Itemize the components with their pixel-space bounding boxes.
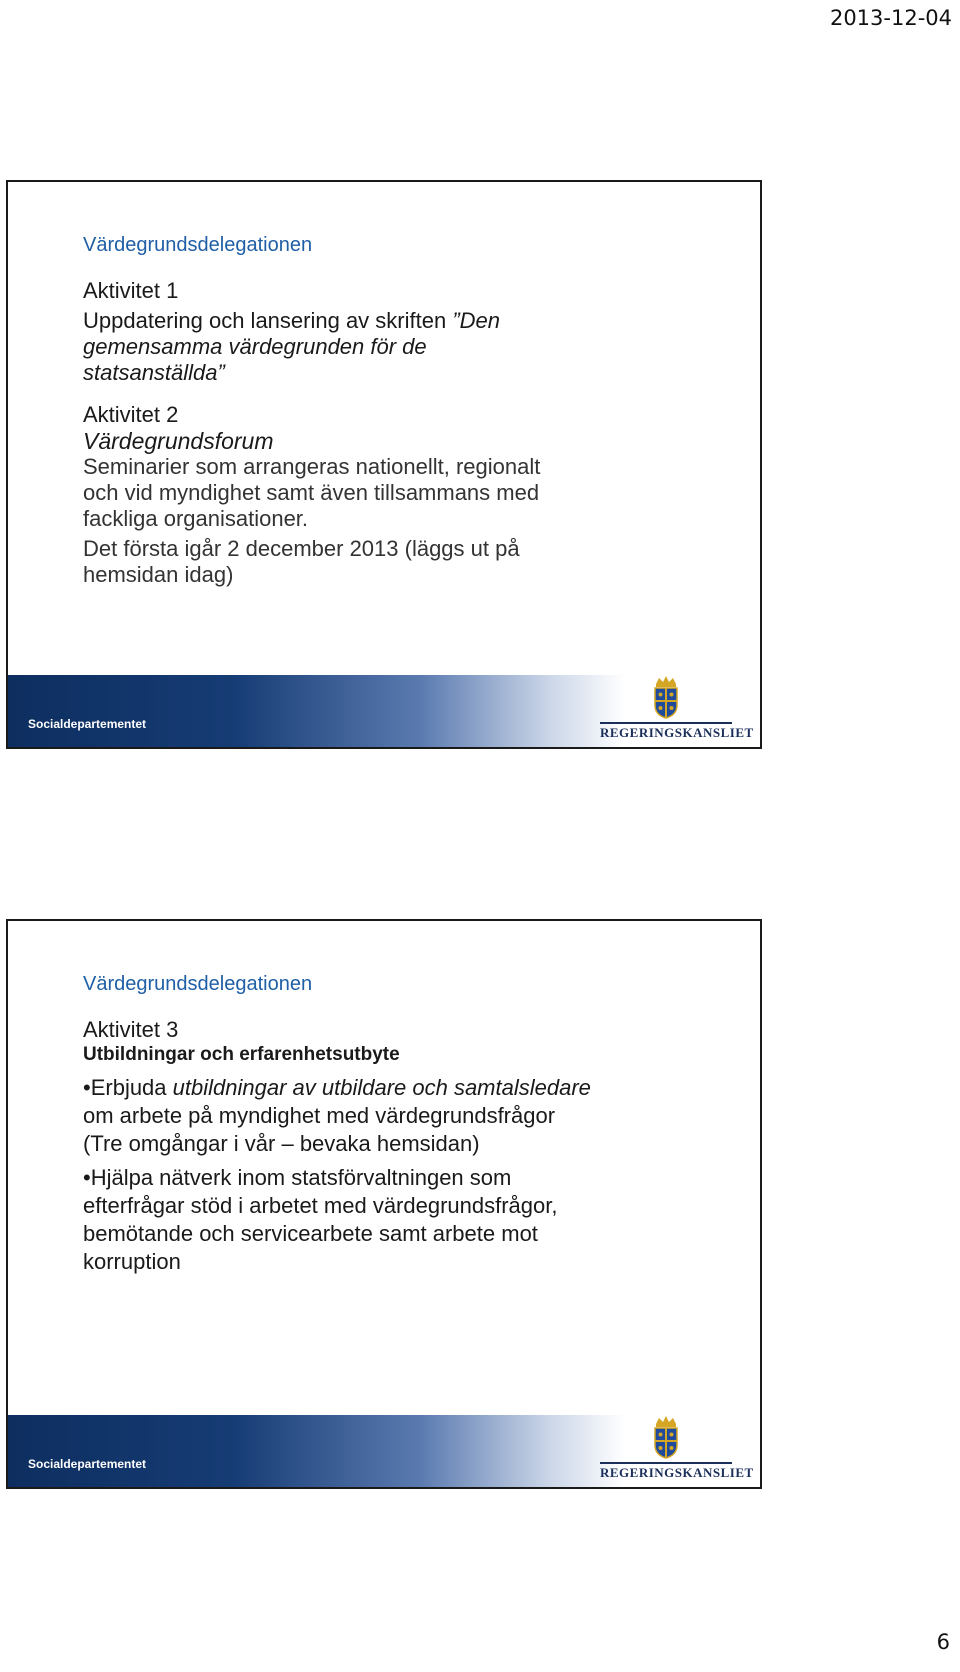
regeringskansliet-logo: [600, 675, 754, 741]
slide-heading: Värdegrundsdelegationen: [83, 973, 313, 995]
bullet-1-line: om arbete på myndighet med värdegrundsfrågor: [83, 1103, 556, 1128]
crown-shield-icon: [650, 1415, 682, 1459]
activity-2-block: [83, 402, 720, 588]
bullet-2-line: korruption: [83, 1249, 181, 1274]
bullet-1-line: [83, 1075, 720, 1101]
activity-2-text-line: hemsidan idag): [83, 562, 234, 587]
bullet-2-line: efterfrågar stöd i arbetet med värdegrundsfrågor,: [83, 1193, 558, 1218]
slide-footer: [8, 1415, 760, 1487]
activity-1-title: Aktivitet 1: [83, 278, 179, 303]
activity-2-text-line: och vid myndighet samt även tillsammans med: [83, 480, 540, 505]
slide-footer: [8, 675, 760, 747]
publication-title-line-3: statsanställda”: [83, 360, 225, 385]
bullet-1-text: •Erbjuda: [83, 1075, 173, 1100]
logo-text: REGERINGSKANSLIET: [600, 722, 732, 741]
bullet-2-line: •Hjälpa nätverk inom statsförvaltningen som: [83, 1165, 512, 1190]
activity-2-text-line: fackliga organisationer.: [83, 506, 309, 531]
page-date: 2013-12-04: [829, 6, 952, 30]
activity-3-subtitle: Utbildningar och erfarenhetsutbyte: [83, 1044, 400, 1065]
activity-2-subtitle: Värdegrundsforum: [83, 428, 274, 454]
activity-2-text-line: Seminarier som arrangeras nationellt, regionalt: [83, 454, 541, 479]
regeringskansliet-logo: [600, 1415, 754, 1481]
crown-shield-icon: [650, 675, 682, 719]
activity-1-block: [83, 278, 720, 386]
department-label: Socialdepartementet: [28, 717, 147, 731]
bullet-1-line: (Tre omgångar i vår – bevaka hemsidan): [83, 1131, 480, 1156]
slide-1: [6, 180, 762, 749]
slide-heading: Värdegrundsdelegationen: [83, 234, 313, 256]
bullet-1-emphasis: utbildningar av utbildare och samtalsledare: [172, 1075, 591, 1100]
activity-1-text-line: [83, 308, 720, 334]
activity-1-text: Uppdatering och lansering av skriften: [83, 308, 453, 333]
page-number: 6: [936, 1630, 950, 1654]
activity-3-title: Aktivitet 3: [83, 1017, 179, 1042]
slide-2: [6, 919, 762, 1489]
bullet-2-line: bemötande och servicearbete samt arbete mot: [83, 1221, 538, 1246]
logo-text: REGERINGSKANSLIET: [600, 1462, 732, 1481]
publication-title: ”Den: [452, 308, 501, 333]
publication-title-line-2: gemensamma värdegrunden för de: [83, 334, 427, 359]
activity-2-title: Aktivitet 2: [83, 402, 179, 427]
activity-3-block: [83, 1017, 720, 1275]
department-label: Socialdepartementet: [28, 1457, 147, 1471]
activity-2-text-line: Det första igår 2 december 2013 (läggs ut på: [83, 536, 520, 561]
